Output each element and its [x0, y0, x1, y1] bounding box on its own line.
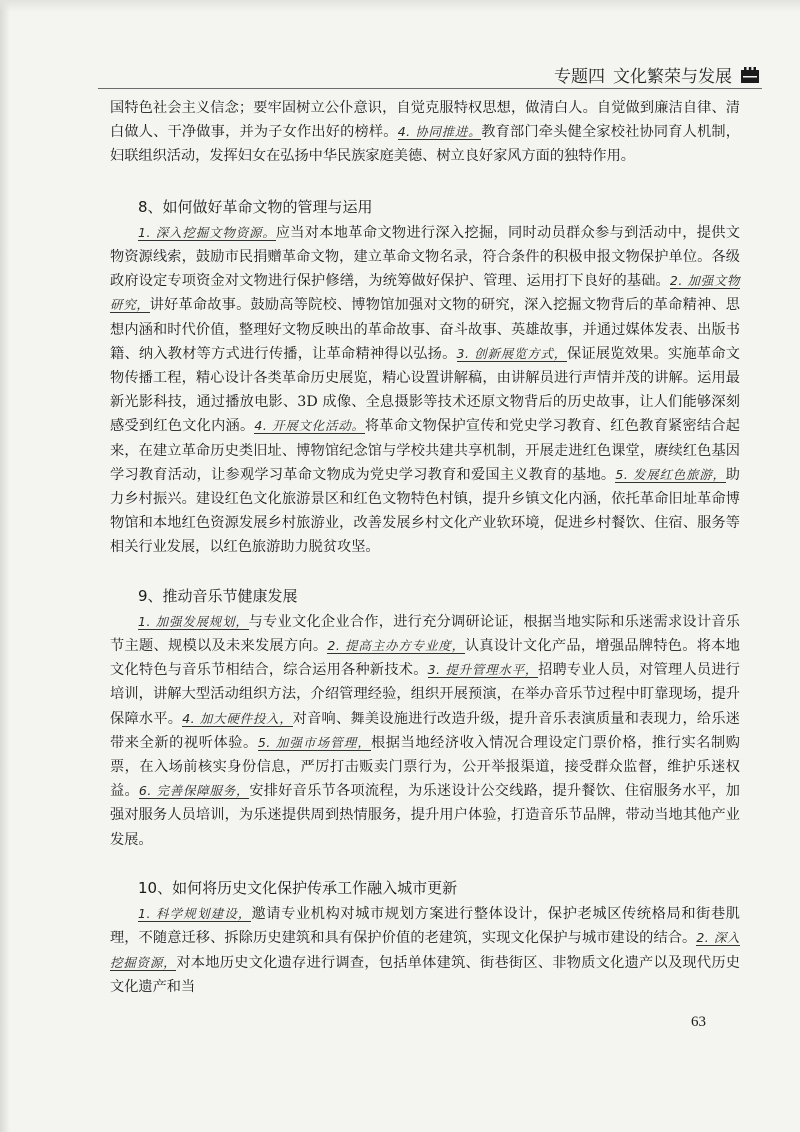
- section-10-paragraph: 1. 科学规划建设，邀请专业机构对城市规划方案进行整体设计，保护老城区传统格局和街巷肌理，不随意迁移、拆除历史建筑和具有保护价值的老建筑，实现文化保护与城市建设的结合。2. 深入挖掘资源，对本地历史文化遗存进行调查，包括单体建筑、街巷街区、非物质文化遗产以及现代历史文化遗产和当: [110, 906, 740, 995]
- section-9-paragraph: 1. 加强发展规划，与专业文化企业合作，进行充分调研论证，根据当地实际和乐迷需求设计音乐节主题、规模以及未来发展方向。2. 提高主办方专业度，认真设计文化产品，增强品牌特色。将本地文化特色与音乐节相结合，综合运用各种新技术。3. 提升管理水平，招聘专业人员，对管理人员进行培训，讲解大型活动组织方法，介绍管理经验，组织开展预演，在举办音乐节过程中盯靠现场，提升保障水平。4. 加大硬件投入，对音响、舞美设施进行改造升级，提升音乐表演质量和表现力，给乐迷带来全新的视听体验。5. 加强市场管理，根据当地经济收入情况合理设定门票价格，推行实名制购票，在入场前核实身份信息，严厉打击贩卖门票行为，公开举报渠道，接受群众监督，维护乐迷权益。6. 完善保障服务，安排好音乐节各项流程，为乐迷设计公交线路，提升餐饮、住宿服务水平，加强对服务人员培训，为乐迷提供周到热情服务，提升用户体验，打造音乐节品牌，带动当地其他产业发展。: [110, 613, 740, 848]
- handwritten-label: 2. 深入挖掘资源，: [110, 930, 740, 970]
- running-header: [554, 62, 760, 87]
- header-rule: [98, 88, 762, 89]
- intro-paragraph: 国特色社会主义信念；要牢固树立公仆意识，自觉克服特权思想，做清白人。自觉做到廉洁自律、清白做人、干净做事，并为子女作出好的榜样。4. 协同推进。教育部门牵头健全家校社协同育人机制，妇联组织活动，发挥妇女在弘扬中华民族家庭美德、树立良好家风方面的独特作用。: [110, 100, 740, 165]
- section-8-heading: 8、如何做好革命文物的管理与运用: [138, 197, 373, 216]
- header-title: 文化繁荣与发展: [613, 67, 732, 87]
- scan-shadow-left: [0, 0, 10, 1132]
- handwritten-label: 5. 加强市场管理，: [257, 734, 371, 750]
- scan-shadow-top: [0, 0, 800, 12]
- handwritten-label: 1. 加强发展规划，: [138, 613, 249, 629]
- section-8-paragraph: 1. 深入挖掘文物资源。应当对本地革命文物进行深入挖掘，同时动员群众参与到活动中，提供文物资源线索，鼓励市民捐赠革命文物，建立革命文物名录，符合条件的积极申报文物保护单位。各级政府设定专项资金对文物进行保护修缮，为统筹做好保护、管理、运用打下良好的基础。2. 加强文物研究，讲好革命故事。鼓励高等院校、博物馆加强对文物的研究，深入挖掘文物背后的革命精神、思想内涵和时代价值，整理好文物反映出的革命故事、奋斗故事、英雄故事，并通过媒体发表、出版书籍、纳入教材等方式进行传播，让革命精神得以弘扬。3. 创新展览方式，保证展览效果。实施革命文物传播工程，精心设计各类革命历史展览，精心设置讲解稿，由讲解员进行声情并茂的讲解。运用最新光影科技，通过播放电影、3D 成像、全息摄影等技术还原文物背后的历史故事，让人们能够深刻感受到红色文化内涵。4. 开展文化活动。将革命文物保护宣传和党史学习教育、红色教育紧密结合起来，在建立革命历史类旧址、博物馆纪念馆与学校共建共享机制，开展走进红色课堂，赓续红色基因学习教育活动，让参观学习革命文物成为党史学习教育和爱国主义教育的基地。5. 发展红色旅游，助力乡村振兴。建设红色文化旅游景区和红色文物特色村镇，提升乡镇文化内涵，依托革命旧址革命博物馆和本地红色资源发展乡村旅游业，改善发展乡村文化产业软环境，促进乡村餐饮、住宿、服务等相关行业发展，以红色旅游助力脱贫攻坚。: [110, 224, 740, 556]
- page-body: [110, 96, 740, 999]
- section-9-heading: 9、推动音乐节健康发展: [138, 586, 298, 605]
- handwritten-label: 2. 加强文物研究，: [110, 273, 740, 313]
- handwritten-label: 1. 深入挖掘文物资源。: [138, 224, 276, 240]
- handwritten-label: 6. 完善保障服务，: [138, 783, 250, 799]
- header-section: 专题四: [554, 67, 605, 87]
- handwritten-label: 2. 提高主办方专业度，: [327, 638, 465, 654]
- handwritten-label: 4. 加大硬件投入，: [182, 710, 293, 726]
- handwritten-label: 5. 发展红色旅游，: [615, 466, 726, 482]
- page-number: 63: [691, 1014, 706, 1030]
- handwritten-label: 4. 协同推进。: [397, 124, 482, 140]
- section-10-heading: 10、如何将历史文化保护传承工作融入城市更新: [138, 878, 458, 897]
- handwritten-label: 3. 创新展览方式，: [456, 345, 567, 361]
- handwritten-label: 4. 开展文化活动。: [254, 418, 365, 434]
- book-icon: [740, 66, 760, 84]
- handwritten-label: 1. 科学规划建设，: [138, 906, 252, 922]
- handwritten-label: 3. 提升管理水平，: [427, 662, 539, 678]
